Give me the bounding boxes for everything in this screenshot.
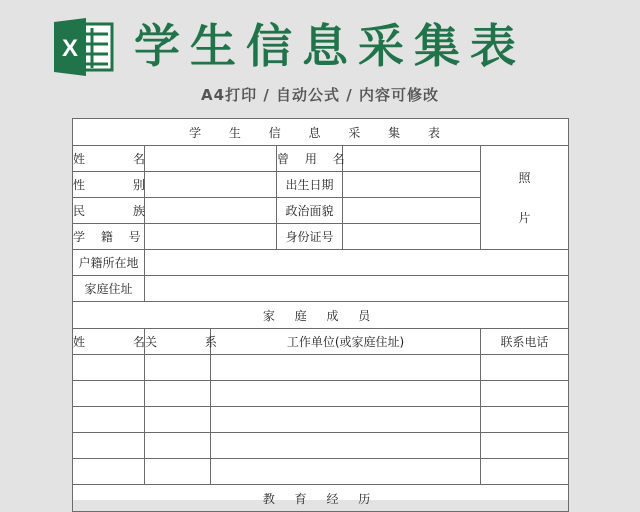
family-phone-cell[interactable]	[481, 433, 569, 459]
household-registration-field[interactable]	[145, 250, 569, 276]
family-relation-cell[interactable]	[145, 407, 211, 433]
gender-label: 性 别	[73, 172, 145, 198]
family-name-cell[interactable]	[73, 355, 145, 381]
family-section-title: 家 庭 成 员	[73, 302, 569, 329]
photo-label-bottom: 片	[518, 210, 531, 225]
family-row	[73, 407, 569, 433]
family-relation-cell[interactable]	[145, 381, 211, 407]
family-name-cell[interactable]	[73, 459, 145, 485]
family-relation-cell[interactable]	[145, 433, 211, 459]
family-col-name: 姓 名	[73, 329, 145, 355]
family-name-cell[interactable]	[73, 433, 145, 459]
family-work-cell[interactable]	[211, 355, 481, 381]
family-row	[73, 355, 569, 381]
family-phone-cell[interactable]	[481, 381, 569, 407]
family-relation-cell[interactable]	[145, 459, 211, 485]
family-col-phone: 联系电话	[481, 329, 569, 355]
family-col-work: 工作单位(或家庭住址)	[211, 329, 481, 355]
home-address-field[interactable]	[145, 276, 569, 302]
ethnicity-label: 民 族	[73, 198, 145, 224]
family-row	[73, 459, 569, 485]
family-name-cell[interactable]	[73, 407, 145, 433]
excel-icon-letter: X	[61, 35, 79, 62]
excel-icon	[52, 18, 116, 76]
family-work-cell[interactable]	[211, 407, 481, 433]
family-phone-cell[interactable]	[481, 355, 569, 381]
student-number-label: 学 籍 号	[73, 224, 145, 250]
household-registration-label: 户籍所在地	[73, 250, 145, 276]
page-title: 学生信息采集表	[134, 19, 526, 73]
form-sheet	[72, 118, 568, 506]
birth-date-label: 出生日期	[277, 172, 343, 198]
photo-box[interactable]	[481, 146, 569, 250]
family-col-relation: 关 系	[145, 329, 211, 355]
education-section-title: 教 育 经 历	[73, 485, 569, 512]
political-status-label: 政治面貌	[277, 198, 343, 224]
family-work-cell[interactable]	[211, 433, 481, 459]
family-work-cell[interactable]	[211, 381, 481, 407]
family-phone-cell[interactable]	[481, 407, 569, 433]
header-banner	[0, 0, 640, 118]
home-address-label: 家庭住址	[73, 276, 145, 302]
page-subtitle: A4打印 / 自动公式 / 内容可修改	[201, 86, 439, 104]
id-number-label: 身份证号	[277, 224, 343, 250]
family-relation-cell[interactable]	[145, 355, 211, 381]
photo-label-top: 照	[518, 170, 531, 185]
birth-date-field[interactable]	[343, 172, 481, 198]
family-work-cell[interactable]	[211, 459, 481, 485]
family-name-cell[interactable]	[73, 381, 145, 407]
family-row	[73, 433, 569, 459]
family-row	[73, 381, 569, 407]
name-label: 姓 名	[73, 146, 145, 172]
student-info-table	[72, 118, 569, 512]
student-number-field[interactable]	[145, 224, 277, 250]
id-number-field[interactable]	[343, 224, 481, 250]
family-phone-cell[interactable]	[481, 459, 569, 485]
former-name-label: 曾 用 名	[277, 146, 343, 172]
form-title: 学 生 信 息 采 集 表	[73, 119, 569, 146]
political-status-field[interactable]	[343, 198, 481, 224]
former-name-field[interactable]	[343, 146, 481, 172]
